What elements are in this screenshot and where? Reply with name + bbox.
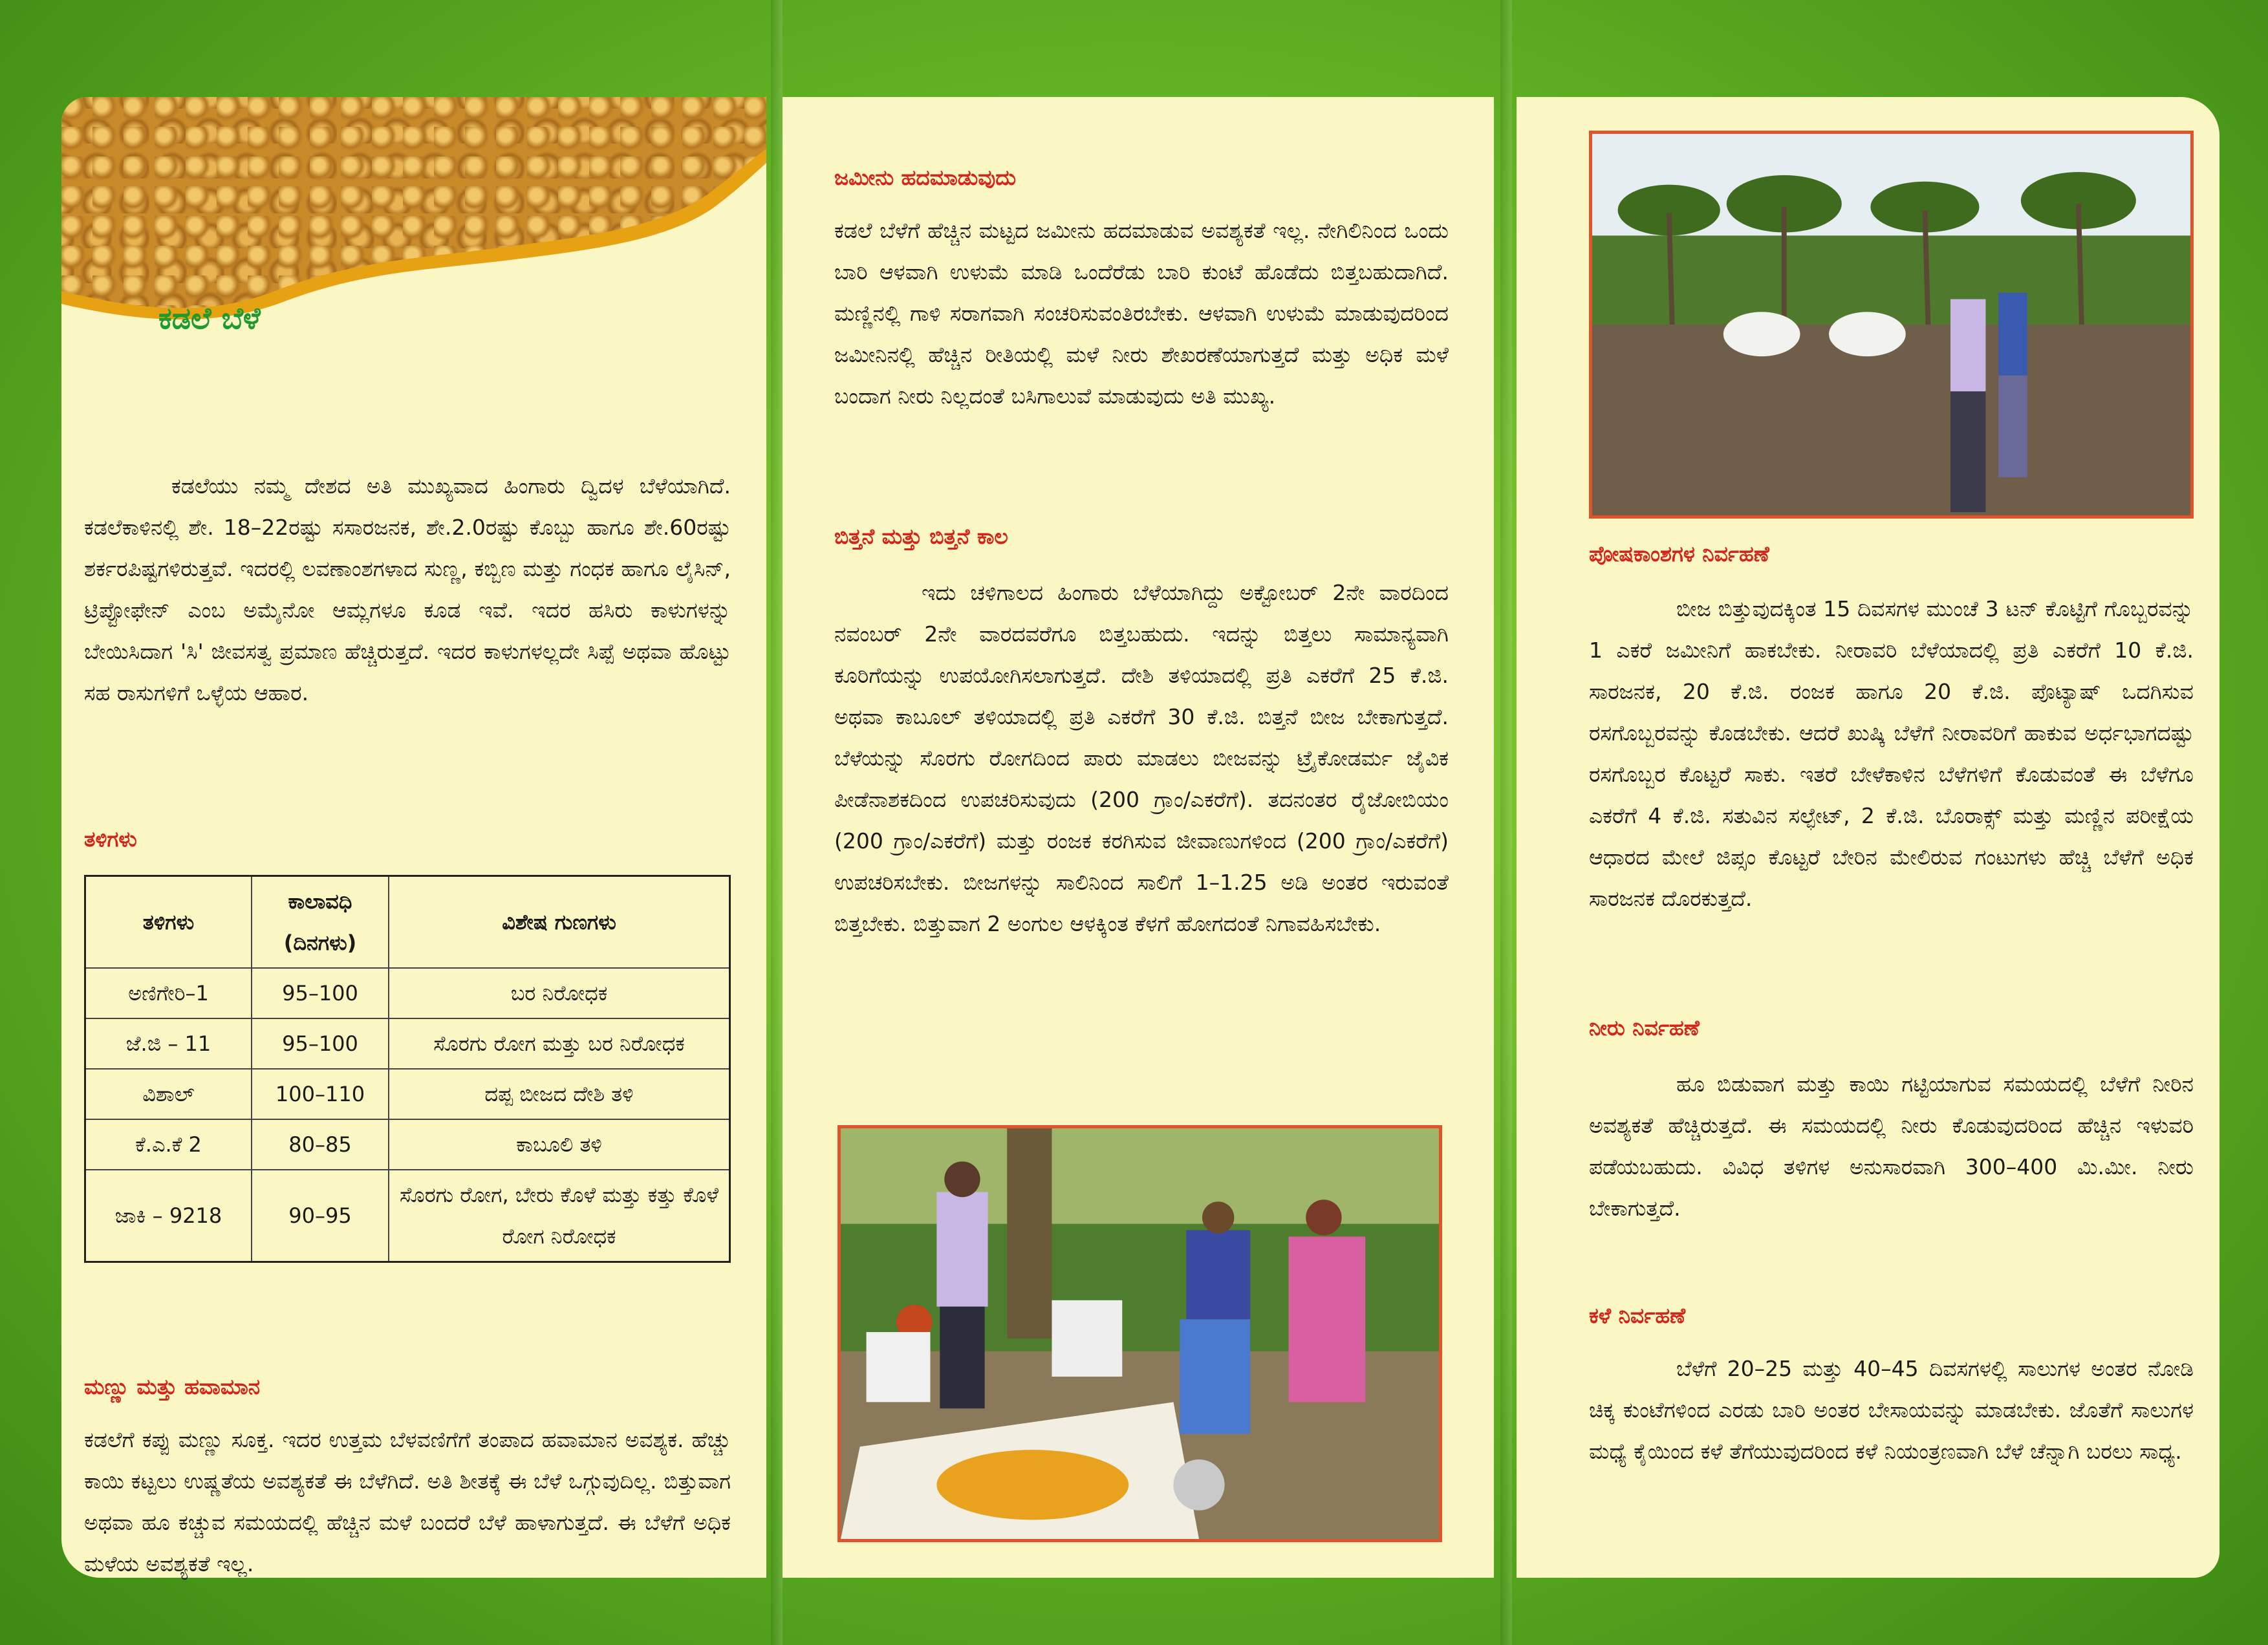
weed-text: ಬೆಳೆಗೆ 20–25 ಮತ್ತು 40–45 ದಿವಸಗಳಲ್ಲಿ ಸಾಲುಗಳ ಅಂತರ ನೋಡಿ ಚಿಕ್ಕ ಕುಂಟೆಗಳಿಂದ ಎರಡು ಬಾರಿ ಅಂತರ ಬೇಸಾಯವನ್ನು ಮಾಡಬೇಕು. ಜೊತೆಗೆ ಸಾಲುಗಳ ಮಧ್ಯೆ ಕೈಯಿಂದ ಕಳೆ ತೆಗೆಯುವುದರಿಂದ ಕಳೆ ನಿಯಂತ್ರಣವಾಗಿ ಬೆಳೆ ಚೆನ್ನಾಗಿ ಬರಲು ಸಾಧ್ಯ. — [1589, 1356, 2194, 1464]
variety-feature: ದಪ್ಪ ಬೀಜದ ದೇಶಿ ತಳಿ — [389, 1069, 730, 1119]
land-heading: ಜಮೀನು ಹದಮಾಡುವುದು — [834, 165, 1016, 190]
variety-duration: 100–110 — [252, 1069, 389, 1119]
table-row — [85, 1069, 730, 1119]
variety-feature: ಕಾಬೂಲಿ ತಳಿ — [389, 1119, 730, 1170]
weed-heading: ಕಳೆ ನಿರ್ವಹಣೆ — [1589, 1303, 1686, 1328]
sowing-heading: ಬಿತ್ತನೆ ಮತ್ತು ಬಿತ್ತನೆ ಕಾಲ — [834, 524, 1008, 549]
nutrient-heading: ಪೋಷಕಾಂಶಗಳ ನಿರ್ವಹಣೆ — [1589, 541, 1769, 566]
variety-duration: 90–95 — [252, 1170, 389, 1262]
table-row — [85, 1018, 730, 1069]
variety-name: ಅಣಿಗೇರಿ–1 — [85, 968, 252, 1018]
water-heading: ನೀರು ನಿರ್ವಹಣೆ — [1589, 1015, 1700, 1040]
variety-feature: ಬರ ನಿರೋಧಕ — [389, 968, 730, 1018]
land-text: ಕಡಲೆ ಬೆಳೆಗೆ ಹೆಚ್ಚಿನ ಮಟ್ಟದ ಜಮೀನು ಹದಮಾಡುವ ಅವಶ್ಯಕತೆ ಇಲ್ಲ. ನೇಗಿಲಿನಿಂದ ಒಂದು ಬಾರಿ ಆಳವಾಗಿ ಉಳುಮೆ ಮಾಡಿ ಒಂದೆರೆಡು ಬಾರಿ ಕುಂಟೆ ಹೊಡೆದು ಬಿತ್ತಬಹುದಾಗಿದೆ. ಮಣ್ಣಿನಲ್ಲಿ ಗಾಳಿ ಸರಾಗವಾಗಿ ಸಂಚರಿಸುವಂತಿರಬೇಕು. ಆಳವಾಗಿ ಉಳುಮೆ ಮಾಡುವುದರಿಂದ ಜಮೀನಿನಲ್ಲಿ ಹೆಚ್ಚಿನ ರೀತಿಯಲ್ಲಿ ಮಳೆ ನೀರು ಶೇಖರಣೆಯಾಗುತ್ತದೆ ಮತ್ತು ಅಧಿಕ ಮಳೆ ಬಂದಾಗ ನೀರು ನಿಲ್ಲದಂತೆ ಬಸಿಗಾಲುವೆ ಮಾಡುವುದು ಅತಿ ಮುಖ್ಯ. — [834, 218, 1449, 409]
soil-text: ಕಡಲೆಗೆ ಕಪ್ಪು ಮಣ್ಣು ಸೂಕ್ತ. ಇದರ ಉತ್ತಮ ಬೆಳವಣಿಗೆಗೆ ತಂಪಾದ ಹವಾಮಾನ ಅವಶ್ಯಕ. ಹೆಚ್ಚು ಕಾಯಿ ಕಟ್ಟಲು ಉಷ್ಣತೆಯ ಅವಶ್ಯಕತೆ ಈ ಬೆಳೆಗಿದೆ. ಅತಿ ಶೀತಕ್ಕೆ ಈ ಬೆಳೆ ಒಗ್ಗುವುದಿಲ್ಲ. ಬಿತ್ತುವಾಗ ಅಥವಾ ಹೂ ಕಚ್ಚುವ ಸಮಯದಲ್ಲಿ ಹೆಚ್ಚಿನ ಮಳೆ ಬಂದರೆ ಬೆಳೆ ಹಾಳಾಗುತ್ತದೆ. ಈ ಬೆಳೆಗೆ ಅಧಿಕ ಮಳೆಯ ಅವಶ್ಯಕತೆ ಇಲ್ಲ. — [84, 1427, 731, 1576]
fold-line — [771, 0, 783, 1645]
intro-text: ಕಡಲೆಯು ನಮ್ಮ ದೇಶದ ಅತಿ ಮುಖ್ಯವಾದ ಹಿಂಗಾರು ದ್ವಿದಳ ಬೆಳೆಯಾಗಿದೆ. ಕಡಲೆಕಾಳಿನಲ್ಲಿ ಶೇ. 18–22ರಷ್ಟು ಸಸಾರಜನಕ, ಶೇ.2.0ರಷ್ಟು ಕೊಬ್ಬು ಹಾಗೂ ಶೇ.60ರಷ್ಟು ಶರ್ಕರಪಿಷ್ಟಗಳಿರುತ್ತವೆ. ಇದರಲ್ಲಿ ಲವಣಾಂಶಗಳಾದ ಸುಣ್ಣ, ಕಬ್ಬಿಣ ಮತ್ತು ಗಂಧಕ ಹಾಗೂ ಲೈಸಿನ್, ಟ್ರಿಪ್ಟೋಫೇನ್ ಎಂಬ ಅಮೈನೋ ಆಮ್ಲಗಳೂ ಕೂಡ ಇವೆ. ಇದರ ಹಸಿರು ಕಾಳುಗಳನ್ನು ಬೇಯಿಸಿದಾಗ 'ಸಿ' ಜೀವಸತ್ವ ಪ್ರಮಾಣ ಹೆಚ್ಚಿರುತ್ತದೆ. ಇದರ ಕಾಳುಗಳಲ್ಲದೇ ಸಿಪ್ಪೆ ಅಥವಾ ಹೊಟ್ಟು ಸಹ ರಾಸುಗಳಿಗೆ ಒಳ್ಳೆಯ ಆಹಾರ. — [84, 473, 731, 705]
variety-name: ಜಾಕಿ – 9218 — [85, 1170, 252, 1262]
variety-duration: 95–100 — [252, 968, 389, 1018]
variety-feature: ಸೊರಗು ರೋಗ ಮತ್ತು ಬರ ನಿರೋಧಕ — [389, 1018, 730, 1069]
column-header: ಕಾಲಾವಧಿ (ದಿನಗಳು) — [252, 876, 389, 969]
nutrient-text: ಬೀಜ ಬಿತ್ತುವುದಕ್ಕಿಂತ 15 ದಿವಸಗಳ ಮುಂಚೆ 3 ಟನ್ ಕೊಟ್ಟಿಗೆ ಗೊಬ್ಬರವನ್ನು 1 ಎಕರೆ ಜಮೀನಿಗೆ ಹಾಕಬೇಕು. ನೀರಾವರಿ ಬೆಳೆಯಾದಲ್ಲಿ ಪ್ರತಿ ಎಕರೆಗೆ 10 ಕೆ.ಜಿ. ಸಾರಜನಕ, 20 ಕೆ.ಜಿ. ರಂಜಕ ಹಾಗೂ 20 ಕೆ.ಜಿ. ಪೊಟ್ಯಾಷ್ ಒದಗಿಸುವ ರಸಗೊಬ್ಬರವನ್ನು ಕೊಡಬೇಕು. ಆದರೆ ಖುಷ್ಕಿ ಬೆಳೆಗೆ ನೀರಾವರಿಗೆ ಹಾಕುವ ಅರ್ಧಭಾಗದಷ್ಟು ರಸಗೊಬ್ಬರ ಕೊಟ್ಟರೆ ಸಾಕು. ಇತರೆ ಬೇಳೆಕಾಳಿನ ಬೆಳೆಗಳಿಗೆ ಕೊಡುವಂತೆ ಈ ಬೆಳೆಗೂ ಎಕರೆಗೆ 4 ಕೆ.ಜಿ. ಸತುವಿನ ಸಲ್ಫೇಟ್, 2 ಕೆ.ಜಿ. ಬೊರಾಕ್ಸ್ ಮತ್ತು ಮಣ್ಣಿನ ಪರೀಕ್ಷೆಯ ಆಧಾರದ ಮೇಲೆ ಜಿಪ್ಸಂ ಕೊಟ್ಟರೆ ಬೇರಿನ ಮೇಲಿರುವ ಗಂಟುಗಳು ಹೆಚ್ಚಿ ಬೆಳೆಗೆ ಅಧಿಕ ಸಾರಜನಕ ದೊರಕುತ್ತದೆ. — [1589, 596, 2194, 911]
varieties-heading: ತಳಿಗಳು — [84, 826, 137, 852]
panel-left — [61, 97, 766, 1578]
bullock-ploughing-photo — [1589, 131, 2194, 519]
fold-line — [1500, 0, 1512, 1645]
variety-name: ಕೆ.ಎ.ಕೆ 2 — [85, 1119, 252, 1170]
panel-middle — [783, 97, 1494, 1578]
water-text: ಹೂ ಬಿಡುವಾಗ ಮತ್ತು ಕಾಯಿ ಗಟ್ಟಿಯಾಗುವ ಸಮಯದಲ್ಲಿ ಬೆಳೆಗೆ ನೀರಿನ ಅವಶ್ಯಕತೆ ಹೆಚ್ಚಿರುತ್ತದೆ. ಈ ಸಮಯದಲ್ಲಿ ನೀರು ಕೊಡುವುದರಿಂದ ಹೆಚ್ಚಿನ ಇಳುವರಿ ಪಡೆಯಬಹುದು. ವಿವಿಧ ತಳಿಗಳ ಅನುಸಾರವಾಗಿ 300–400 ಮಿ.ಮೀ. ನೀರು ಬೇಕಾಗುತ್ತದೆ. — [1589, 1071, 2194, 1221]
sowing-text: ಇದು ಚಳಿಗಾಲದ ಹಿಂಗಾರು ಬೆಳೆಯಾಗಿದ್ದು ಅಕ್ಟೋಬರ್ 2ನೇ ವಾರದಿಂದ ನವಂಬರ್ 2ನೇ ವಾರದವರೆಗೂ ಬಿತ್ತಬಹುದು. ಇದನ್ನು ಬಿತ್ತಲು ಸಾಮಾನ್ಯವಾಗಿ ಕೂರಿಗೆಯನ್ನು ಉಪಯೋಗಿಸಲಾಗುತ್ತದೆ. ದೇಶಿ ತಳಿಯಾದಲ್ಲಿ ಪ್ರತಿ ಎಕರೆಗೆ 25 ಕೆ.ಜಿ. ಅಥವಾ ಕಾಬೂಲ್ ತಳಿಯಾದಲ್ಲಿ ಪ್ರತಿ ಎಕರೆಗೆ 30 ಕೆ.ಜಿ. ಬಿತ್ತನೆ ಬೀಜ ಬೇಕಾಗುತ್ತದೆ. ಬೆಳೆಯನ್ನು ಸೊರಗು ರೋಗದಿಂದ ಪಾರು ಮಾಡಲು ಬೀಜವನ್ನು ಟ್ರೈಕೋಡರ್ಮ ಜೈವಿಕ ಪೀಡೆನಾಶಕದಿಂದ ಉಪಚರಿಸುವುದು (200 ಗ್ರಾಂ/ಎಕರೆಗೆ). ತದನಂತರ ರೈಜೋಬಿಯಂ (200 ಗ್ರಾಂ/ಎಕರೆಗೆ) ಮತ್ತು ರಂಜಕ ಕರಗಿಸುವ ಜೀವಾಣುಗಳಿಂದ (200 ಗ್ರಾಂ/ಎಕರೆಗೆ) ಉಪಚರಿಸಬೇಕು. ಬೀಜಗಳನ್ನು ಸಾಲಿನಿಂದ ಸಾಲಿಗೆ 1–1.25 ಅಡಿ ಅಂತರ ಇರುವಂತೆ ಬಿತ್ತಬೇಕು. ಬಿತ್ತುವಾಗ 2 ಅಂಗುಲ ಆಳಕ್ಕಿಂತ ಕೆಳಗೆ ಹೋಗದಂತೆ ನಿಗಾವಹಿಸಬೇಕು. — [834, 580, 1449, 936]
variety-feature: ಸೊರಗು ರೋಗ, ಬೇರು ಕೊಳೆ ಮತ್ತು ಕತ್ತು ಕೊಳೆ ರೋಗ ನಿರೋಧಕ — [389, 1170, 730, 1262]
soil-heading: ಮಣ್ಣು ಮತ್ತು ಹವಾಮಾನ — [84, 1374, 261, 1399]
variety-name: ಜೆ.ಜಿ – 11 — [85, 1018, 252, 1069]
variety-name: ವಿಶಾಲ್ — [85, 1069, 252, 1119]
panel-right — [1517, 97, 2219, 1578]
column-header: ತಳಿಗಳು — [85, 876, 252, 969]
table-row — [85, 968, 730, 1018]
varieties-table — [84, 875, 731, 1263]
farmers-seed-treatment-photo — [837, 1125, 1442, 1542]
table-row — [85, 1119, 730, 1170]
banner-wave-decoration — [61, 97, 766, 330]
table-header-row — [85, 876, 730, 969]
variety-duration: 80–85 — [252, 1119, 389, 1170]
column-header: ವಿಶೇಷ ಗುಣಗಳು — [389, 876, 730, 969]
page-title: ಕಡಲೆ ಬೆಳೆ — [158, 301, 261, 336]
variety-duration: 95–100 — [252, 1018, 389, 1069]
table-row — [85, 1170, 730, 1262]
